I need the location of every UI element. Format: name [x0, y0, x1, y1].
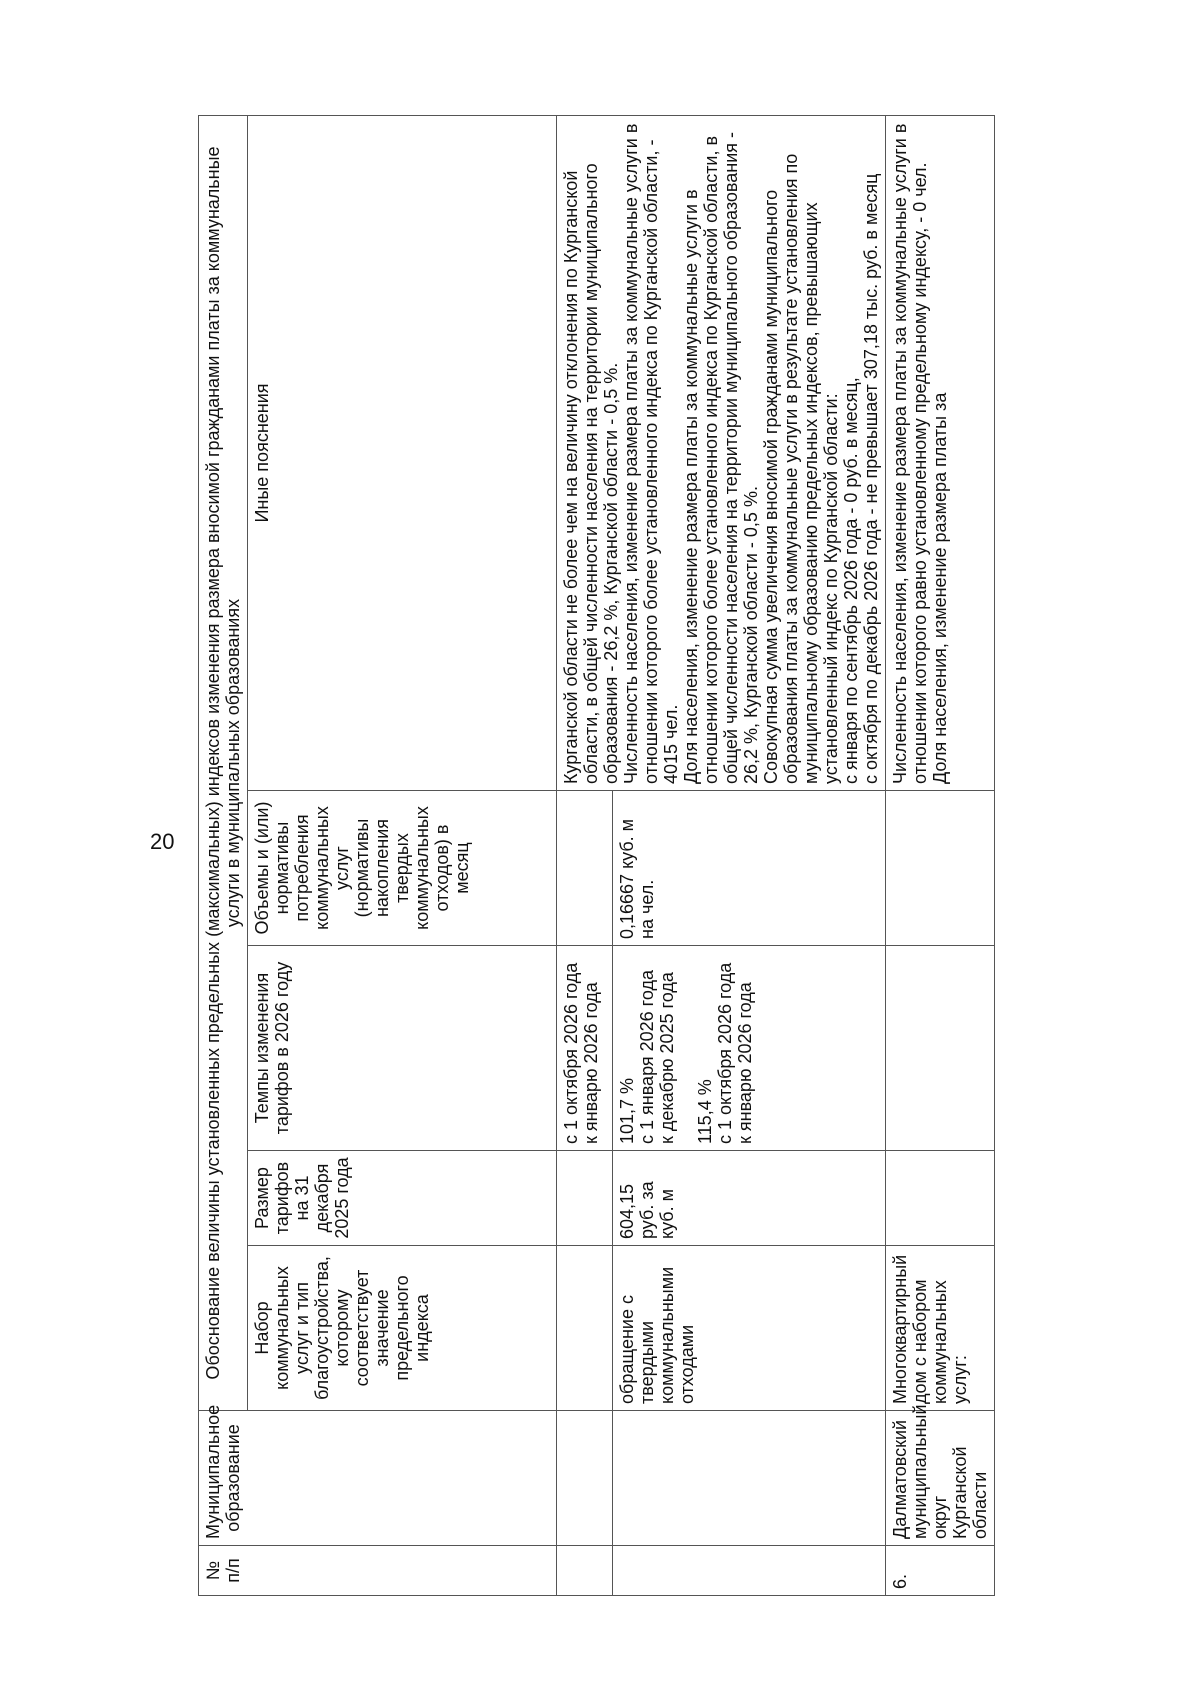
row-municipality — [613, 1411, 886, 1546]
header-tariff-size: Размер тарифов на 31 декабря 2025 года — [248, 1151, 557, 1246]
row-num — [557, 1546, 613, 1596]
tariff-rate-line: 115,4 % с 1 октября 2026 года к январю 2026 года — [695, 962, 755, 1144]
row-tariff-size — [557, 1151, 613, 1246]
row-volume: 0,16667 куб. м на чел. — [613, 791, 886, 946]
rotated-table-page — [198, 116, 1198, 1596]
tariff-rate-line: с 1 октября 2026 года к январю 2026 года — [561, 962, 601, 1144]
row-service: обращение с твердыми коммунальными отходами — [613, 1246, 886, 1411]
header-row-1 — [199, 116, 248, 1596]
row-tariff-rate — [613, 946, 886, 1151]
table-row — [557, 116, 613, 1596]
row-tariff-rate — [886, 946, 995, 1151]
header-num: № п/п — [199, 1546, 557, 1596]
row-notes: Численность населения, изменение размера платы за коммунальные услуги в отношении которого равно установленному предельному индексу, - 0 чел. Доля населения, изменение размера платы за — [886, 116, 995, 791]
row-municipality: Далматовский муниципальный округ Курганской области — [886, 1411, 995, 1546]
header-volumes: Объемы и (или) нормативы потребления коммунальных услуг (нормативы накопления твердых коммунальных отходов) в месяц — [248, 791, 557, 946]
row-notes: Курганской области не более чем на величину отклонения по Курганской области, в общей численности населения на территории муниципального образования - 26,2 %, Курганской области - 0,5 %. Численность населения, изменение размера платы за коммунальные услуги в отношении которого более установленного индекса по Курганской области, - 4015 чел. Доля населения, изменение размера платы за коммунальные услуги в отношении которого более установленного индекса по Курганской области, в общей численности населения на территории муниципального образования - 26,2 %, Курганской области - 0,5 %. Совокупная сумма увеличения вносимой гражданами муниципального образования платы за коммунальные услуги в результате установления по муниципальному образованию предельных индексов, превышающих установленный индекс по Курганской области: с января по сентябрь 2026 года - 0 руб. в месяц, с октября по декабрь 2026 года - не превышает 307,18 тыс. руб. в месяц — [557, 116, 886, 791]
page-number: 20 — [150, 829, 175, 854]
table-row — [886, 116, 995, 1596]
row-tariff-size — [886, 1151, 995, 1246]
row-num — [613, 1546, 886, 1596]
header-other-notes: Иные пояснения — [248, 116, 557, 791]
row-tariff-size: 604,15 руб. за куб. м — [613, 1151, 886, 1246]
row-municipality — [557, 1411, 613, 1546]
header-municipality: Муниципальное образование — [199, 1411, 557, 1546]
header-justification: Обоснование величины установленных предельных (максимальных) индексов изменения размера вносимой гражданами платы за коммунальные услуги в муниципальных образованиях — [199, 116, 248, 1411]
row-service: Многоквартирный дом с набором коммунальных услуг: — [886, 1246, 995, 1411]
row-service — [557, 1246, 613, 1411]
row-volume — [886, 791, 995, 946]
row-tariff-rate — [557, 946, 613, 1151]
tariff-rate-line: 101,7 % с 1 января 2026 года к декабрю 2025 года — [617, 970, 677, 1144]
row-num: 6. — [886, 1546, 995, 1596]
header-row-2 — [248, 116, 557, 1596]
justification-table — [198, 115, 995, 1596]
header-tariff-rate: Темпы изменения тарифов в 2026 году — [248, 946, 557, 1151]
header-service-set: Набор коммунальных услуг и тип благоустройства, которому соответствует значение предельного индекса — [248, 1246, 557, 1411]
row-volume — [557, 791, 613, 946]
